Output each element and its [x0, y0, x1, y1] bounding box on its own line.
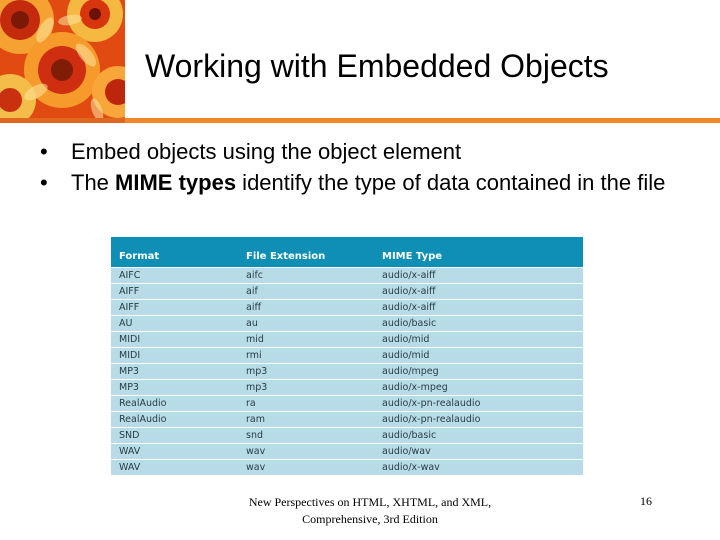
cell-mime-type: audio/x-mpeg [382, 382, 448, 393]
cell-file-extension: rmi [246, 350, 262, 361]
bullet-item [40, 167, 680, 198]
title-rule-left [0, 118, 125, 123]
cell-file-extension: aifc [246, 270, 264, 281]
table-row [111, 459, 583, 475]
cell-mime-type: audio/mid [382, 350, 430, 361]
cell-format: AU [119, 318, 133, 329]
bullet-list [40, 136, 680, 198]
cell-format: AIFC [119, 270, 141, 281]
cell-format: RealAudio [119, 398, 167, 409]
table-row [111, 315, 583, 331]
bullet-text: The [71, 170, 116, 195]
table-row [111, 267, 583, 283]
table-row [111, 347, 583, 363]
flower-photo-decoration [0, 0, 125, 122]
footer [220, 494, 520, 528]
cell-mime-type: audio/x-aiff [382, 270, 436, 281]
cell-mime-type: audio/mpeg [382, 366, 439, 377]
header-mime-type: MIME Type [382, 251, 443, 262]
cell-format: MIDI [119, 350, 141, 361]
title-rule [125, 118, 720, 123]
header-format: Format [119, 251, 160, 262]
table-row [111, 427, 583, 443]
cell-mime-type: audio/mid [382, 334, 430, 345]
table-row [111, 395, 583, 411]
footer-line-1: New Perspectives on HTML, XHTML, and XML, [248, 495, 492, 509]
bullet-bold-text: MIME types [115, 170, 237, 195]
cell-format: AIFF [119, 302, 140, 313]
cell-format: AIFF [119, 286, 140, 297]
page-number: 16 [640, 494, 652, 508]
table-row [111, 299, 583, 315]
cell-file-extension: snd [246, 430, 264, 441]
table-header [111, 237, 583, 267]
cell-file-extension: au [246, 318, 258, 329]
bullet-item [40, 136, 680, 167]
cell-format: WAV [119, 462, 141, 473]
mime-types-table [111, 237, 583, 475]
header-file-extension: File Extension [246, 251, 326, 262]
cell-mime-type: audio/basic [382, 318, 437, 329]
bullet-text: Embed objects using the object element [71, 139, 462, 164]
cell-format: WAV [119, 446, 141, 457]
cell-mime-type: audio/x-aiff [382, 302, 436, 313]
cell-mime-type: audio/x-pn-realaudio [382, 398, 481, 409]
cell-file-extension: ra [246, 398, 256, 409]
cell-file-extension: wav [246, 446, 266, 457]
table-row [111, 443, 583, 459]
cell-mime-type: audio/x-pn-realaudio [382, 414, 481, 425]
cell-file-extension: ram [246, 414, 265, 425]
cell-file-extension: mp3 [246, 366, 268, 377]
cell-mime-type: audio/x-wav [382, 462, 440, 473]
table-row [111, 331, 583, 347]
cell-file-extension: aif [246, 286, 258, 297]
slide-title: Working with Embedded Objects [145, 48, 609, 84]
cell-mime-type: audio/x-aiff [382, 286, 436, 297]
cell-file-extension: wav [246, 462, 266, 473]
cell-mime-type: audio/wav [382, 446, 431, 457]
cell-format: MP3 [119, 366, 139, 377]
cell-format: SND [119, 430, 140, 441]
footer-line-2: Comprehensive, 3rd Edition [302, 512, 438, 526]
cell-format: MIDI [119, 334, 141, 345]
table-row [111, 283, 583, 299]
cell-file-extension: mid [246, 334, 264, 345]
cell-file-extension: mp3 [246, 382, 268, 393]
table-row [111, 411, 583, 427]
cell-file-extension: aiff [246, 302, 262, 313]
cell-format: MP3 [119, 382, 139, 393]
table-row [111, 363, 583, 379]
bullet-dot: • [40, 170, 48, 195]
cell-format: RealAudio [119, 414, 167, 425]
table-row [111, 379, 583, 395]
cell-mime-type: audio/basic [382, 430, 437, 441]
bullet-text: identify the type of data contained in the file [236, 170, 666, 195]
bullet-dot: • [40, 139, 48, 164]
